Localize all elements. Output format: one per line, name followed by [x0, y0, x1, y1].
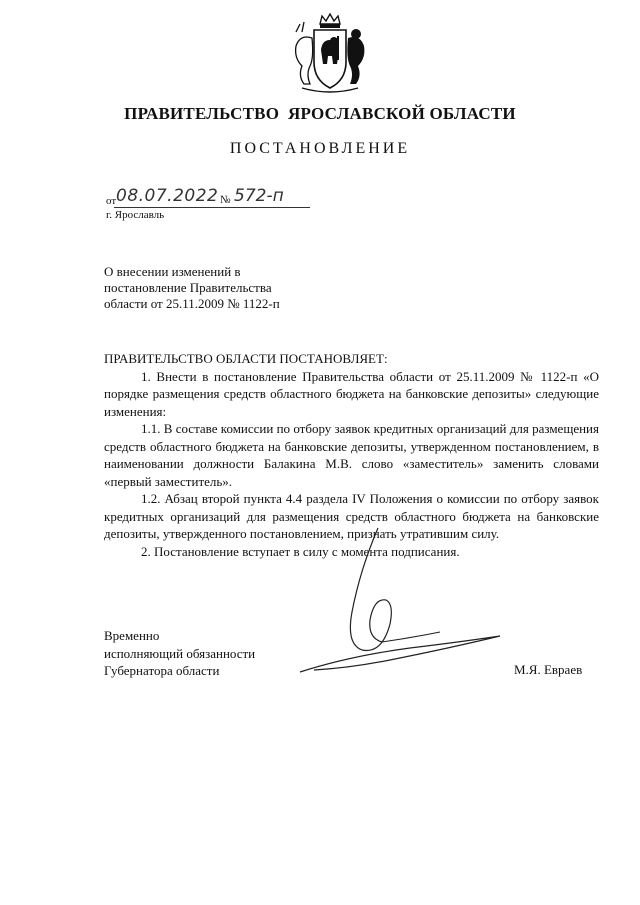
document-subject — [104, 264, 344, 312]
government-title: ПРАВИТЕЛЬСТВО ЯРОСЛАВСКОЙ ОБЛАСТИ — [124, 104, 516, 123]
subject-line: постановление Правительства — [104, 280, 272, 295]
number-sign: № — [220, 194, 231, 206]
handwritten-signature — [290, 520, 520, 690]
body-paragraph: 1.2. Абзац второй пункта 4.4 раздела IV Положения о комиссии по отбору заявок кредитных организаций для размещения средств областного бюджета на банковские депозиты, утвержденного постановлением, признать утратившим силу. — [104, 491, 599, 541]
subject-line: О внесении изменений в — [104, 264, 241, 279]
body-paragraph: 2. Постановление вступает в силу с момента подписания. — [141, 543, 460, 559]
subject-line: области от 25.11.2009 № 1122-п — [104, 296, 280, 311]
date-prefix: от — [106, 195, 117, 207]
city-line: г. Ярославль — [106, 209, 165, 221]
handwritten-date: 08.07.2022 — [116, 186, 219, 206]
body-paragraph: 1. Внести в постановление Правительства области от 25.11.2009 № 1122-п «О порядке размещения средств областного бюджета на банковские депозиты» следующие изменения: — [104, 368, 599, 419]
signer-name: М.Я. Евраев — [514, 662, 583, 677]
body-paragraph: 1.1. В составе комиссии по отбору заявок кредитных организаций для размещения средств областного бюджета на банковские депозиты, утвержденном постановлением, в наименовании должности Балакина М.В. слово «заместитель» заменить словами «первый заместитель». — [104, 421, 599, 489]
decree-heading: ПРАВИТЕЛЬСТВО ОБЛАСТИ ПОСТАНОВЛЯЕТ: — [104, 351, 388, 366]
signer-position-line: Временно — [104, 628, 160, 643]
signer-position-line: Губернатора области — [104, 663, 220, 678]
handwritten-number: 572-п — [234, 186, 284, 206]
signer-position — [104, 627, 255, 680]
coat-of-arms-icon — [282, 10, 378, 96]
document-type: ПОСТАНОВЛЕНИЕ — [229, 140, 411, 157]
signer-position-line: исполняющий обязанности — [104, 645, 256, 661]
date-underline — [114, 207, 310, 208]
